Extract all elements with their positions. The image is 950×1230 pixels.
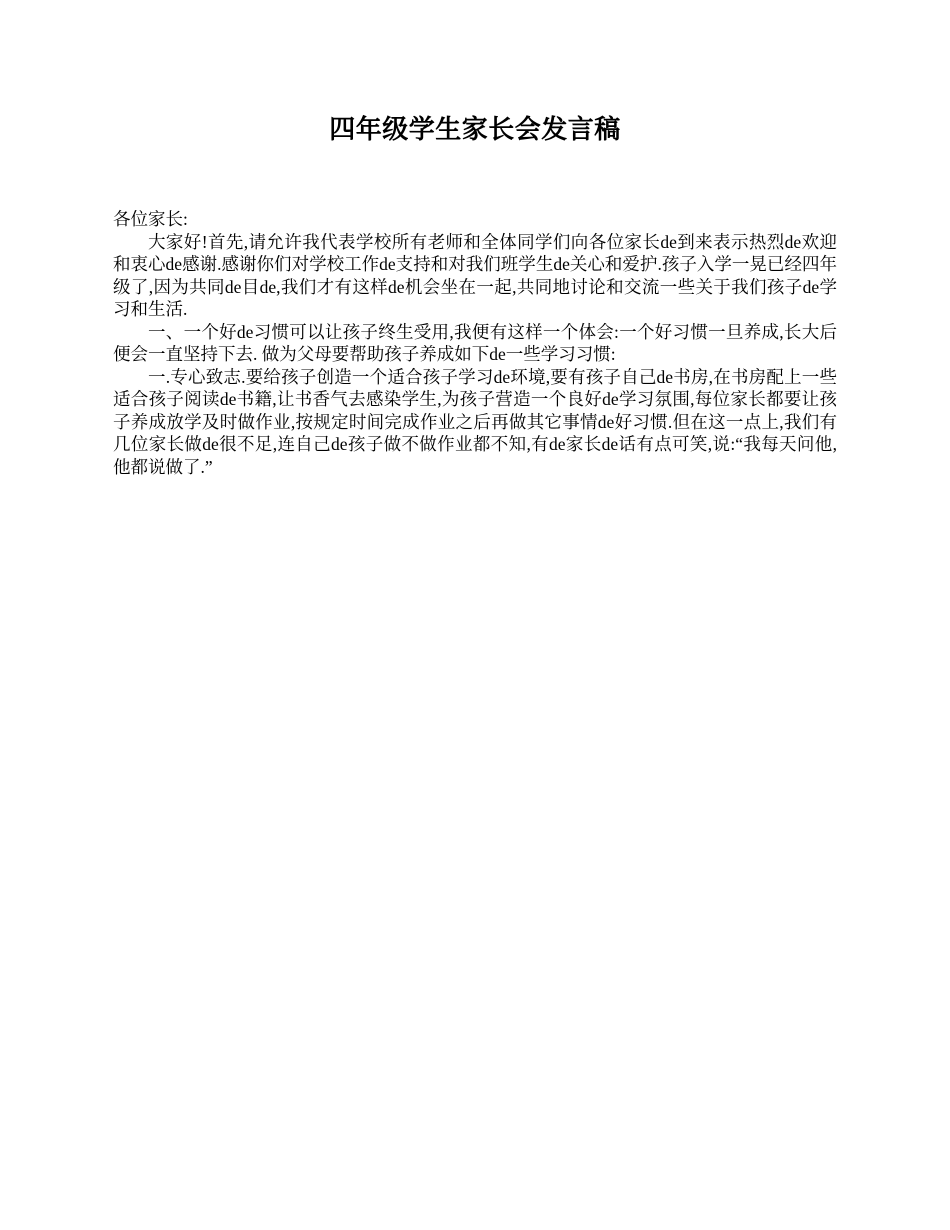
- document-body: [113, 208, 837, 478]
- document-title: 四年级学生家长会发言稿: [329, 115, 621, 144]
- paragraph-focus: 一.专心致志.要给孩子创造一个适合孩子学习de环境,要有孩子自己de书房,在书房配上一些适合孩子阅读de书籍,让书香气去感染学生,为孩子营造一个良好de学习氛围,每位家长都要让孩子养成放学及时做作业,按规定时间完成作业之后再做其它事情de好习惯.但在这一点上,我们有几位家长做de很不足,连自己de孩子做不做作业都不知,有de家长de话有点可笑,说:“我每天问他,他都说做了.”: [113, 366, 837, 477]
- salutation: 各位家长:: [113, 209, 188, 229]
- paragraph-greeting: 大家好!首先,请允许我代表学校所有老师和全体同学们向各位家长de到来表示热烈de欢迎和衷心de感谢.感谢你们对学校工作de支持和对我们班学生de关心和爱护.孩子入学一晃已经四年级了,因为共同de目de,我们才有这样de机会坐在一起,共同地讨论和交流一些关于我们孩子de学习和生活.: [113, 231, 837, 319]
- paragraph-habits: 一、一个好de习惯可以让孩子终生受用,我便有这样一个体会:一个好习惯一旦养成,长大后便会一直坚持下去. 做为父母要帮助孩子养成如下de一些学习习惯:: [113, 321, 837, 364]
